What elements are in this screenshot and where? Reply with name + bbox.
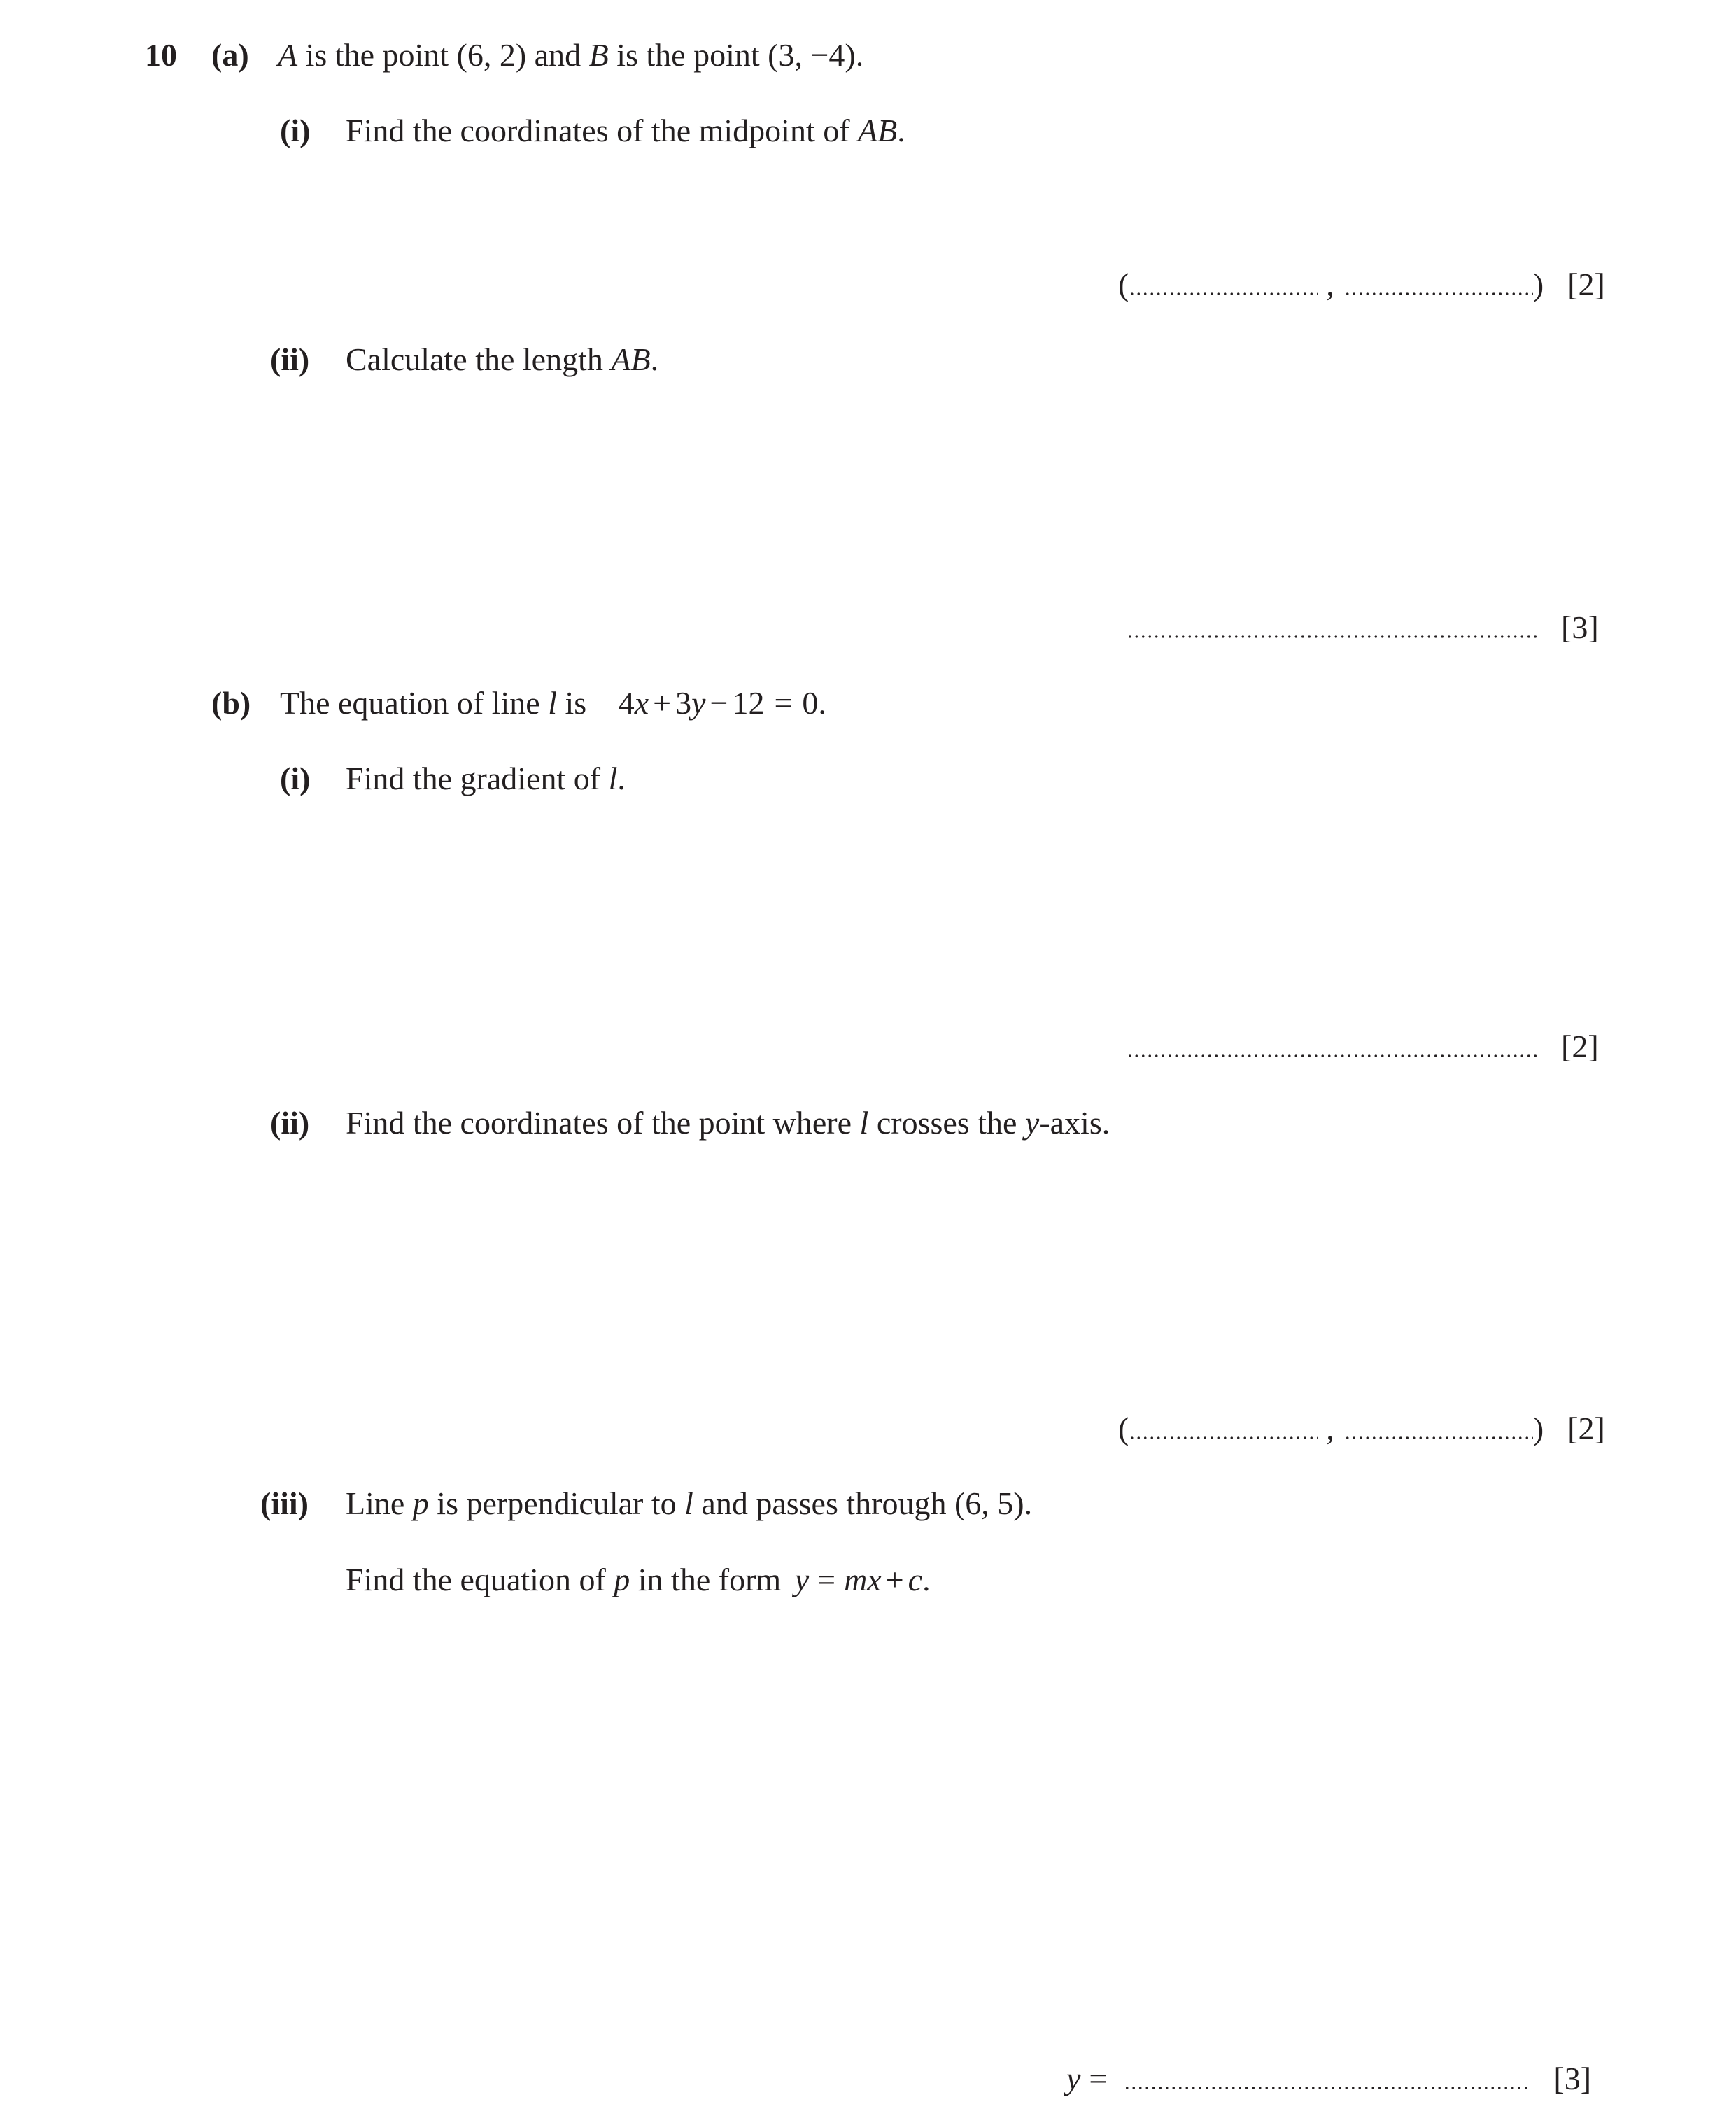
answer-line-b-ii[interactable] [1118, 1413, 1605, 1445]
answer-prefix-equals: = [1089, 2061, 1108, 2096]
part-b-ii-text-1: Find the coordinates of the point where [346, 1105, 860, 1141]
answer-prefix-y: y [1066, 2061, 1081, 2096]
part-a-label: (a) [211, 37, 249, 73]
answer-dots[interactable] [1127, 1054, 1537, 1057]
part-a-ii-label: (ii) [270, 341, 310, 377]
part-b-iii-label: (iii) [260, 1485, 309, 1521]
part-b-stem [280, 687, 826, 719]
part-b-ii-var-y: y [1024, 1105, 1040, 1141]
part-b-stem-text-2: is [557, 685, 587, 721]
answer-line-a-i[interactable] [1118, 269, 1605, 301]
part-b-stem-text-1: The equation of line [280, 685, 549, 721]
line-l-equation: 4x + 3y − 12 = 0. [618, 685, 826, 721]
answer-close-paren: ) [1532, 1411, 1544, 1446]
answer-open-paren: ( [1118, 267, 1129, 302]
part-b-ii-var-l: l [859, 1105, 869, 1141]
part-b-ii-text-3: -axis. [1039, 1105, 1110, 1141]
answer-close-paren: ) [1532, 267, 1544, 302]
line-p-var: p [412, 1485, 429, 1521]
part-a-stem-text-1: is the point (6, 2) and [297, 37, 589, 73]
form-equation: y = mx + c. [794, 1562, 931, 1597]
part-b-iii-line1: Line p is perpendicular to l and passes through (6, 5). [346, 1485, 1033, 1521]
line-l-var: l [548, 685, 557, 721]
answer-comma: , [1326, 267, 1334, 302]
point-b-var: B [588, 37, 609, 73]
part-a-ii-var: AB [611, 341, 651, 377]
line-p-var: p [614, 1562, 630, 1597]
part-b-ii-label: (ii) [270, 1105, 310, 1141]
part-b-i-label: (i) [280, 761, 311, 796]
answer-dots-y[interactable] [1344, 1436, 1533, 1439]
answer-line-b-iii[interactable] [1066, 2063, 1591, 2095]
answer-dots-y[interactable] [1344, 292, 1533, 295]
part-a-stem-text-2: is the point (3, −4). [608, 37, 864, 73]
part-b-i-var: l [608, 761, 618, 796]
question-number: 10 [145, 37, 177, 73]
answer-dots[interactable] [1127, 635, 1537, 638]
marks-b-iii: [3] [1553, 2061, 1592, 2096]
marks-a-ii: [3] [1561, 609, 1599, 645]
part-a-i-text: Find the coordinates of the midpoint of [346, 113, 859, 148]
part-b-label: (b) [211, 685, 251, 721]
part-a-i-label: (i) [280, 113, 311, 148]
part-b-ii-text-2: crosses the [868, 1105, 1025, 1141]
answer-line-a-ii[interactable] [1127, 609, 1599, 645]
line-l-var: l [684, 1485, 693, 1521]
answer-dots-x[interactable] [1129, 1436, 1318, 1439]
part-b-ii-question [346, 1107, 1110, 1139]
answer-comma: , [1326, 1411, 1334, 1446]
part-b-i-end: . [617, 761, 626, 796]
part-a-ii-text: Calculate the length [346, 341, 612, 377]
part-a-i-question [346, 115, 905, 147]
part-b-i-question [346, 763, 626, 795]
part-a-i-var: AB [858, 113, 898, 148]
part-a-i-end: . [897, 113, 905, 148]
part-a-ii-end: . [650, 341, 659, 377]
answer-dots[interactable] [1124, 2087, 1530, 2089]
marks-b-i: [2] [1561, 1029, 1599, 1064]
part-a-stem [278, 39, 863, 71]
answer-dots-x[interactable] [1129, 292, 1318, 295]
answer-open-paren: ( [1118, 1411, 1129, 1446]
point-a-var: A [278, 37, 298, 73]
answer-line-b-i[interactable] [1127, 1031, 1599, 1063]
marks-b-ii: [2] [1567, 1411, 1605, 1446]
marks-a-i: [2] [1567, 267, 1605, 302]
part-a-ii-question [346, 341, 659, 377]
part-b-iii-line2: Find the equation of p in the form y = mx + c. [346, 1562, 931, 1597]
part-b-i-text: Find the gradient of [346, 761, 609, 796]
